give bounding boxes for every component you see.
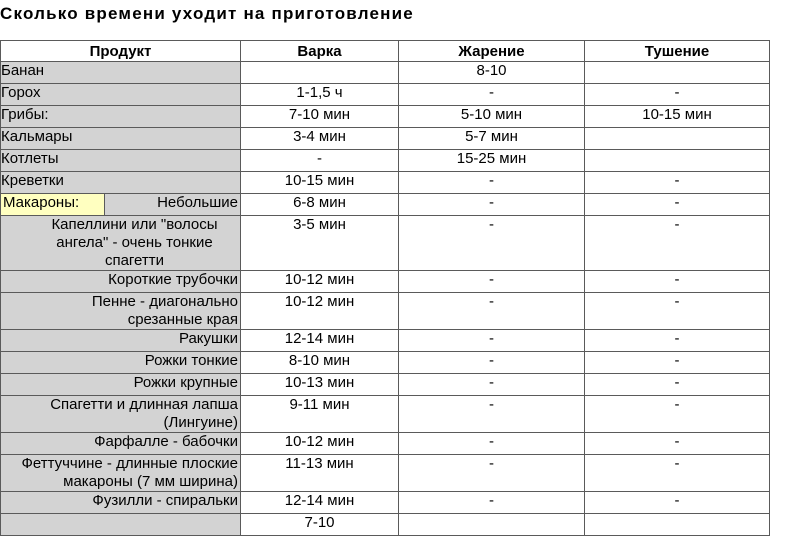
stew-cell: - xyxy=(585,455,770,492)
table-row xyxy=(1,396,770,433)
product-cell: Рожки крупные xyxy=(1,374,241,396)
boil-cell: 10-13 мин xyxy=(241,374,399,396)
fry-cell: - xyxy=(399,396,585,433)
fry-cell: - xyxy=(399,455,585,492)
table-row xyxy=(1,106,770,128)
boil-cell: 7-10 мин xyxy=(241,106,399,128)
boil-cell: 6-8 мин xyxy=(241,194,399,216)
stew-cell: - xyxy=(585,396,770,433)
product-cell: Креветки xyxy=(1,172,241,194)
product-cell: Короткие трубочки xyxy=(1,271,241,293)
product-cell: Котлеты xyxy=(1,150,241,172)
table-row xyxy=(1,216,770,271)
table-row xyxy=(1,330,770,352)
boil-cell: 1-1,5 ч xyxy=(241,84,399,106)
header-stew: Тушение xyxy=(585,41,770,62)
product-cell: Рожки тонкие xyxy=(1,352,241,374)
page-title: Сколько времени уходит на приготовление xyxy=(0,4,414,23)
boil-cell: 10-12 мин xyxy=(241,433,399,455)
fry-cell: - xyxy=(399,352,585,374)
stew-cell xyxy=(585,514,770,536)
product-name: Небольшие xyxy=(157,194,238,211)
boil-cell: 12-14 мин xyxy=(241,492,399,514)
product-cell: Фузилли - спиральки xyxy=(1,492,241,514)
product-cell: Пенне - диагонально срезанные края xyxy=(1,293,241,330)
boil-cell: 3-5 мин xyxy=(241,216,399,271)
macaroni-group-label: Макароны: xyxy=(1,194,105,215)
stew-cell: - xyxy=(585,84,770,106)
stew-cell xyxy=(585,62,770,84)
product-cell: Капеллини или "волосы ангела" - очень тонкие спагетти xyxy=(1,216,241,271)
table-row xyxy=(1,433,770,455)
table-row xyxy=(1,128,770,150)
stew-cell: - xyxy=(585,216,770,271)
fry-cell: - xyxy=(399,271,585,293)
table-row xyxy=(1,492,770,514)
stew-cell: - xyxy=(585,172,770,194)
stew-cell: - xyxy=(585,194,770,216)
product-cell xyxy=(1,514,241,536)
product-cell: Фарфалле - бабочки xyxy=(1,433,241,455)
product-cell: Ракушки xyxy=(1,330,241,352)
boil-cell: 9-11 мин xyxy=(241,396,399,433)
boil-cell: 10-12 мин xyxy=(241,293,399,330)
fry-cell: - xyxy=(399,330,585,352)
table-row xyxy=(1,352,770,374)
product-cell: Грибы: xyxy=(1,106,241,128)
fry-cell: - xyxy=(399,433,585,455)
header-boil: Варка xyxy=(241,41,399,62)
stew-cell: - xyxy=(585,433,770,455)
table-row xyxy=(1,194,770,216)
table-row xyxy=(1,514,770,536)
fry-cell: 5-7 мин xyxy=(399,128,585,150)
fry-cell: - xyxy=(399,172,585,194)
stew-cell: - xyxy=(585,374,770,396)
stew-cell: - xyxy=(585,330,770,352)
table-row xyxy=(1,150,770,172)
product-cell: Кальмары xyxy=(1,128,241,150)
fry-cell: - xyxy=(399,216,585,271)
stew-cell xyxy=(585,150,770,172)
stew-cell: - xyxy=(585,352,770,374)
table-row xyxy=(1,62,770,84)
table-row xyxy=(1,374,770,396)
boil-cell: 10-12 мин xyxy=(241,271,399,293)
fry-cell: - xyxy=(399,84,585,106)
cooking-time-table xyxy=(0,40,770,536)
product-cell: Банан xyxy=(1,62,241,84)
product-cell: Горох xyxy=(1,84,241,106)
boil-cell: 12-14 мин xyxy=(241,330,399,352)
header-product: Продукт xyxy=(1,41,241,62)
fry-cell: - xyxy=(399,293,585,330)
fry-cell: 8-10 xyxy=(399,62,585,84)
table-row xyxy=(1,172,770,194)
boil-cell: 8-10 мин xyxy=(241,352,399,374)
fry-cell xyxy=(399,514,585,536)
boil-cell: 7-10 xyxy=(241,514,399,536)
table-row xyxy=(1,293,770,330)
table-row xyxy=(1,271,770,293)
stew-cell: - xyxy=(585,271,770,293)
table-row xyxy=(1,455,770,492)
boil-cell: - xyxy=(241,150,399,172)
product-cell xyxy=(1,194,241,216)
stew-cell: 10-15 мин xyxy=(585,106,770,128)
product-cell: Феттуччине - длинные плоские макароны (7 мм ширина) xyxy=(1,455,241,492)
boil-cell: 10-15 мин xyxy=(241,172,399,194)
header-fry: Жарение xyxy=(399,41,585,62)
fry-cell: 15-25 мин xyxy=(399,150,585,172)
fry-cell: - xyxy=(399,194,585,216)
fry-cell: - xyxy=(399,374,585,396)
boil-cell xyxy=(241,62,399,84)
stew-cell xyxy=(585,128,770,150)
fry-cell: - xyxy=(399,492,585,514)
stew-cell: - xyxy=(585,293,770,330)
boil-cell: 11-13 мин xyxy=(241,455,399,492)
table-row xyxy=(1,84,770,106)
fry-cell: 5-10 мин xyxy=(399,106,585,128)
header-row xyxy=(1,41,770,62)
stew-cell: - xyxy=(585,492,770,514)
product-cell: Спагетти и длинная лапша (Лингуине) xyxy=(1,396,241,433)
boil-cell: 3-4 мин xyxy=(241,128,399,150)
